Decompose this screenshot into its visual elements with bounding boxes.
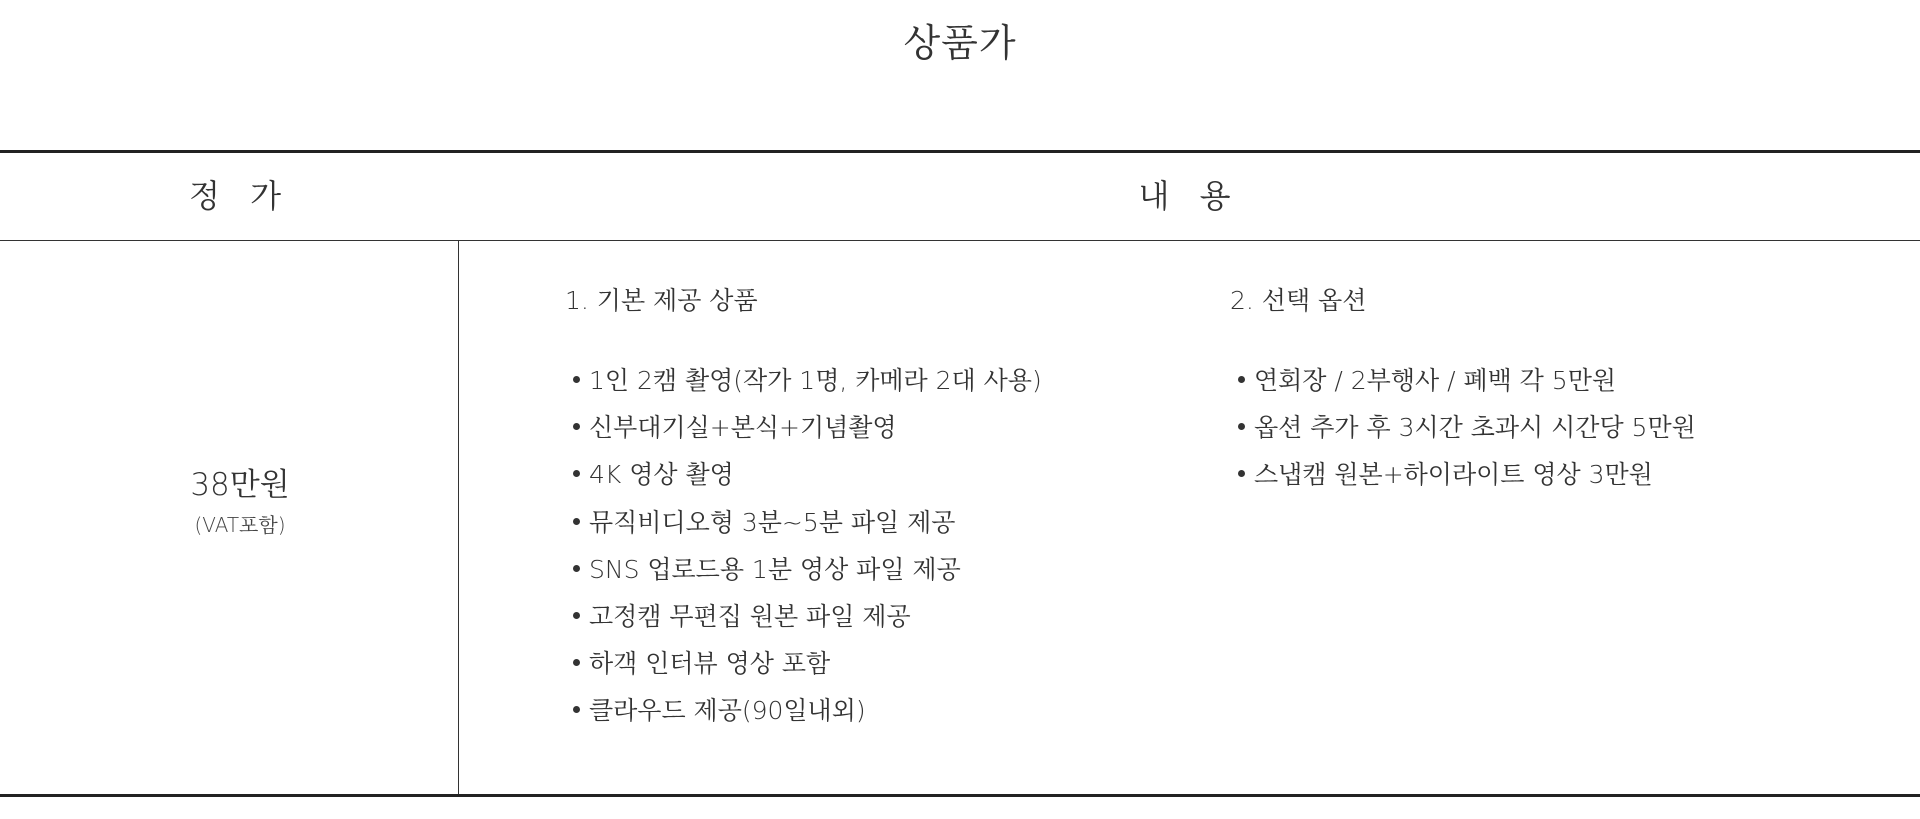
page-title: 상품가	[903, 21, 1017, 65]
price-vat-note: (VAT포함)	[194, 513, 286, 537]
list-item: 뮤직비디오형 3분~5분 파일 제공	[573, 507, 1042, 554]
list-item: 스냅캠 원본+하이라이트 영상 3만원	[1238, 459, 1696, 506]
options-list	[1238, 365, 1696, 507]
table-body-row	[0, 241, 1920, 794]
price-cell	[0, 241, 459, 794]
options-title: 2. 선택 옵션	[1230, 286, 1367, 315]
list-item: 클라우드 제공(90일내외)	[573, 695, 1042, 742]
price-table	[0, 150, 1920, 797]
price-amount: 38만원	[190, 467, 290, 503]
table-header-row	[0, 153, 1920, 241]
list-item: 고정캠 무편집 원본 파일 제공	[573, 601, 1042, 648]
list-item: 1인 2캠 촬영(작가 1명, 카메라 2대 사용)	[573, 365, 1042, 412]
list-item: 하객 인터뷰 영상 포함	[573, 648, 1042, 695]
basic-products-title: 1. 기본 제공 상품	[565, 286, 758, 315]
list-item: 옵션 추가 후 3시간 초과시 시간당 5만원	[1238, 412, 1696, 459]
basic-products-list	[573, 365, 1042, 743]
header-content: 내 용	[1138, 177, 1241, 215]
list-item: 신부대기실+본식+기념촬영	[573, 412, 1042, 459]
header-price: 정 가	[189, 177, 291, 215]
list-item: 4K 영상 촬영	[573, 459, 1042, 506]
list-item: SNS 업로드용 1분 영상 파일 제공	[573, 554, 1042, 601]
list-item: 연회장 / 2부행사 / 폐백 각 5만원	[1238, 365, 1696, 412]
